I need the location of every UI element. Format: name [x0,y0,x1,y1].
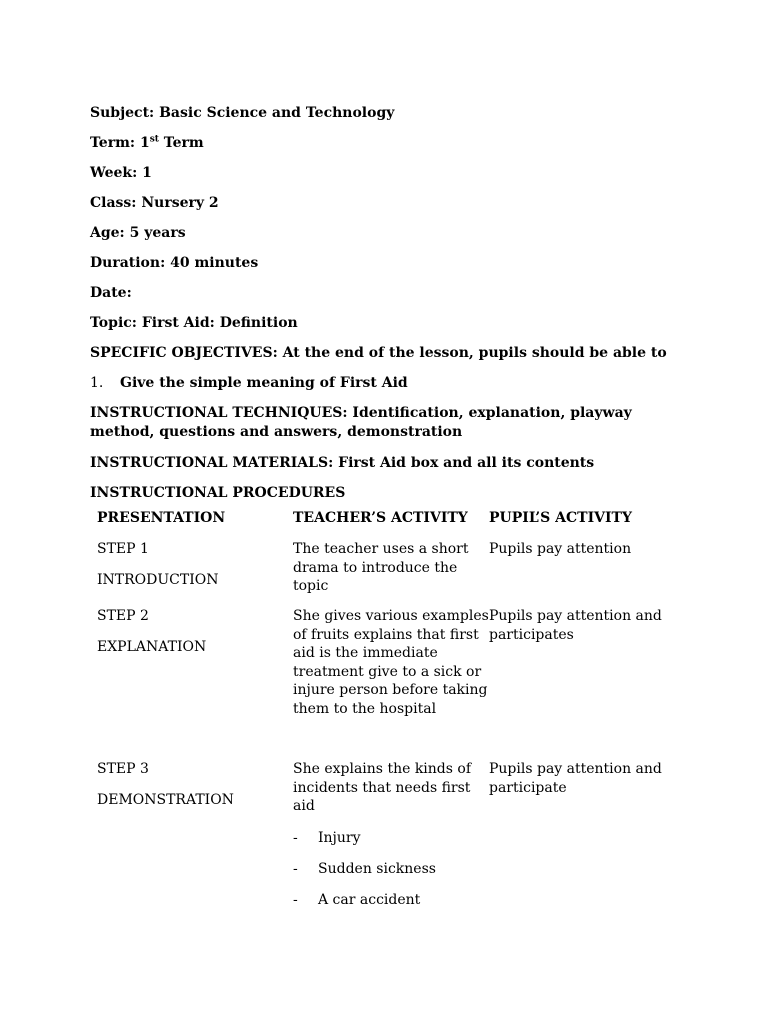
teacher-activity-cell [293,607,489,760]
materials-line: INSTRUCTIONAL MATERIALS: First Aid box and all its contents [90,455,595,471]
class-line: Class: Nursery 2 [90,195,219,211]
term-line [90,134,690,152]
procedures-heading: INSTRUCTIONAL PROCEDURES [90,485,346,501]
pupil-activity-cell [489,607,687,760]
pupil-activity-text: Pupils pay attention and participate [489,761,662,796]
presentation-cell [97,760,293,909]
teacher-activity-text: She explains the kinds of incidents that needs first aid [293,761,472,814]
step-label: STEP 1 [97,541,149,557]
stage-label: INTRODUCTION [97,571,219,588]
dash-bullet: - [293,860,298,877]
duration-line: Duration: 40 minutes [90,255,259,271]
dash-bullet: - [293,891,298,908]
topic-line: Topic: First Aid: Definition [90,315,298,331]
table-row [97,760,687,909]
header-presentation: PRESENTATION [97,510,226,526]
list-item-text: Injury [318,829,361,846]
teacher-activity-text: The teacher uses a short drama to introduce the topic [293,541,469,594]
header-teacher-activity: TEACHER’S ACTIVITY [293,510,468,526]
teacher-activity-text: She gives various examples of fruits explains that first aid is the immediate treatment give to a sick or injure person before taking them to the hospital [293,608,489,717]
week-line: Week: 1 [90,165,152,181]
presentation-cell [97,540,293,607]
date-line: Date: [90,285,132,301]
objective-text: Give the simple meaning of First Aid [120,375,408,391]
objective-number: 1. [90,375,104,391]
term-superscript: st [149,134,159,145]
table-row [97,540,687,607]
list-item-text: A car accident [318,891,421,908]
procedures-table [97,509,687,909]
dash-bullet: - [293,829,298,846]
list-item [293,891,489,909]
stage-label: DEMONSTRATION [97,791,234,808]
objective-item [90,374,690,392]
step-label: STEP 3 [97,761,149,777]
techniques-line: INSTRUCTIONAL TECHNIQUES: Identification, explanation, playway method, questions and answers, demonstration [90,405,632,440]
pupil-activity-cell [489,760,687,909]
teacher-activity-cell [293,760,489,909]
stage-label: EXPLANATION [97,638,207,655]
lesson-note-document [90,104,690,514]
teacher-activity-cell [293,540,489,607]
presentation-cell [97,607,293,760]
list-item-text: Sudden sickness [318,860,436,877]
table-header-row [97,509,687,540]
term-suffix: Term [158,135,204,151]
subject-line: Subject: Basic Science and Technology [90,105,395,121]
step-label: STEP 2 [97,608,149,624]
header-pupil-activity: PUPIL’S ACTIVITY [489,510,632,526]
pupil-activity-cell [489,540,687,607]
list-item [293,860,489,878]
table-row [97,607,687,760]
objectives-heading: SPECIFIC OBJECTIVES: At the end of the lesson, pupils should be able to [90,345,667,361]
pupil-activity-text: Pupils pay attention [489,541,632,557]
pupil-activity-text: Pupils pay attention and participates [489,608,662,643]
age-line: Age: 5 years [90,225,186,241]
list-item [293,829,489,847]
term-prefix: Term: 1 [90,135,150,151]
